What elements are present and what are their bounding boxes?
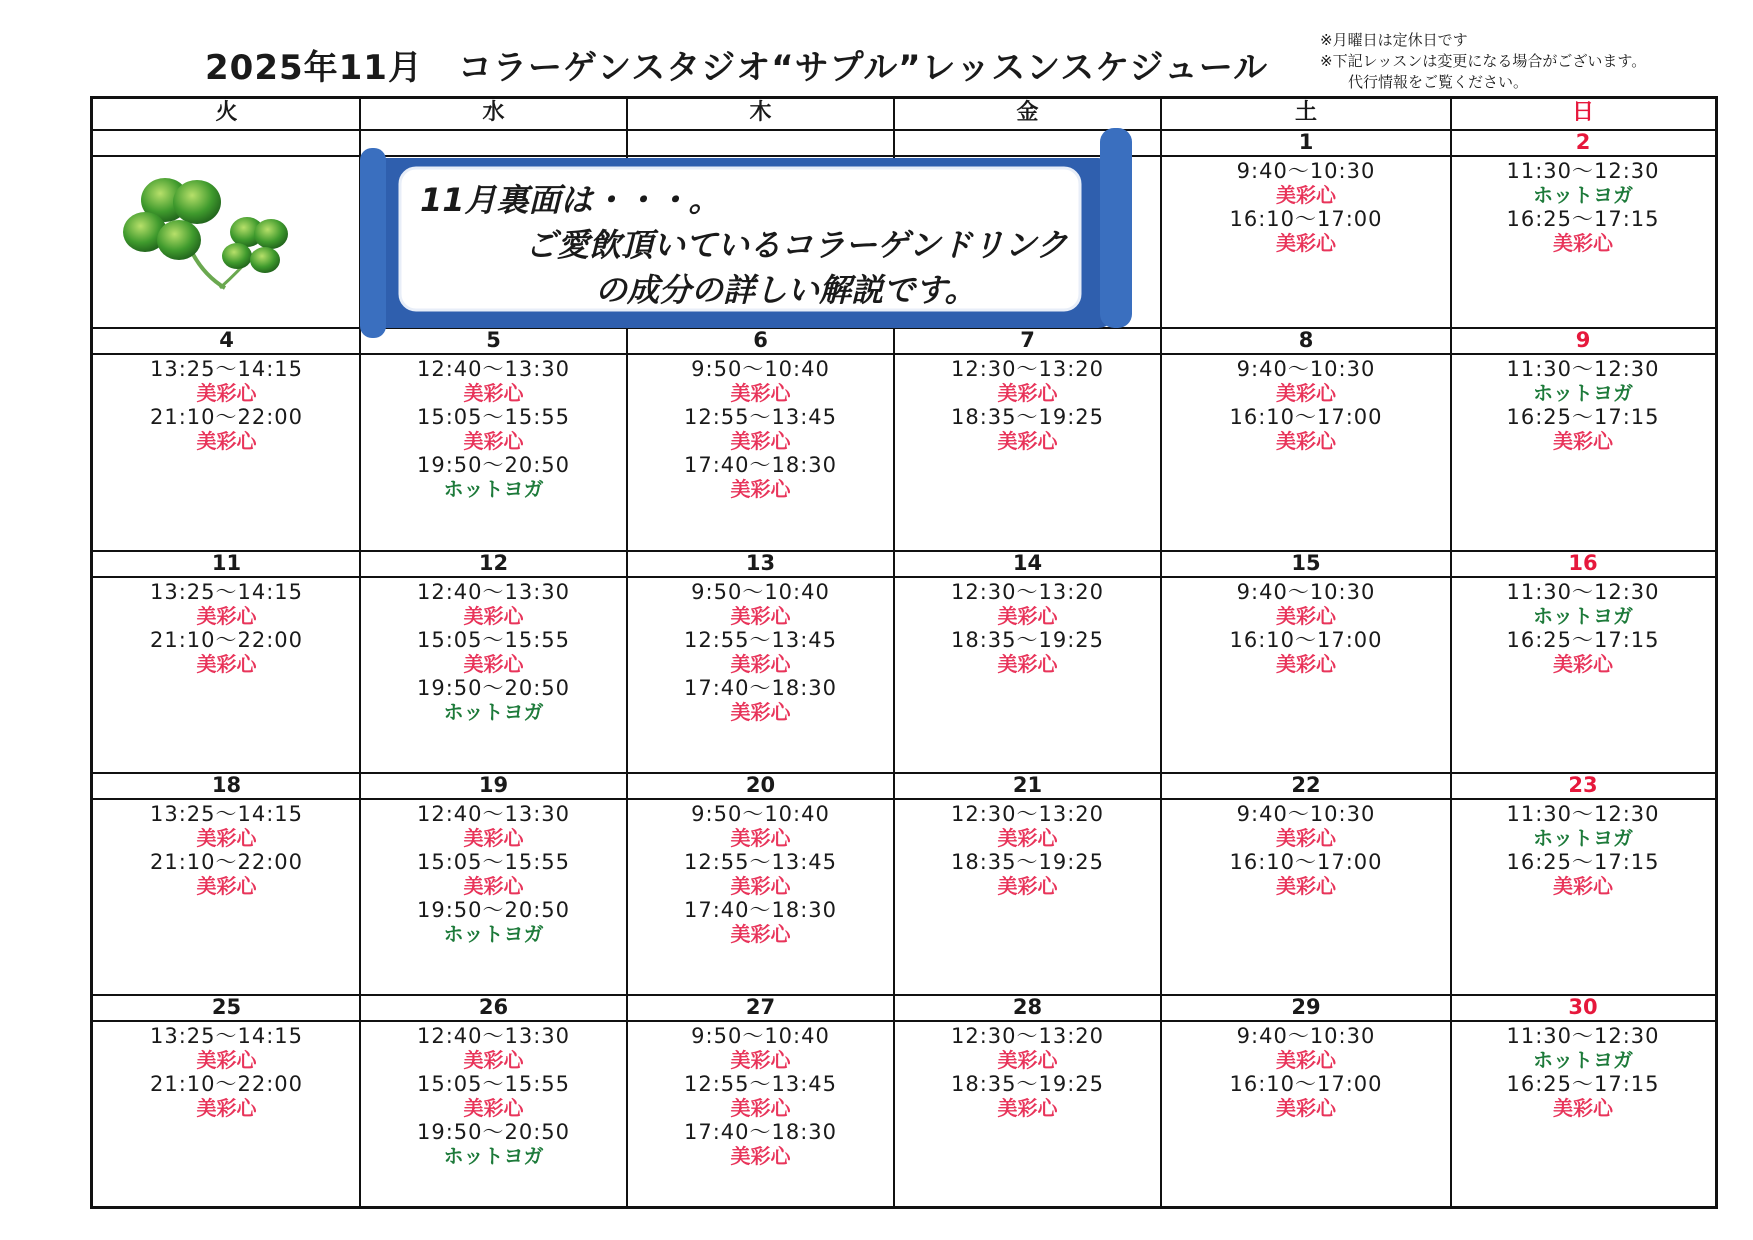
date-number: 21 — [1012, 773, 1043, 797]
lesson-time: 21:10〜22:00 — [149, 405, 304, 429]
lesson-name: ホットヨガ — [443, 700, 544, 724]
lesson-name: ホットヨガ — [443, 922, 544, 946]
lesson-time: 12:30〜13:20 — [950, 580, 1105, 604]
lesson-time: 9:50〜10:40 — [691, 357, 830, 381]
lesson-time: 9:40〜10:30 — [1236, 357, 1376, 381]
lesson-name: 美彩心 — [463, 1048, 524, 1072]
lesson-name: 美彩心 — [730, 700, 791, 724]
lesson-name: ホットヨガ — [443, 1144, 544, 1168]
lesson-time: 13:25〜14:15 — [149, 357, 304, 381]
lesson-time: 12:40〜13:30 — [416, 357, 571, 381]
lesson-name: 美彩心 — [196, 1048, 257, 1072]
lesson-time: 18:35〜19:25 — [950, 850, 1105, 874]
date-number: 23 — [1568, 773, 1598, 797]
lesson-name: 美彩心 — [997, 1048, 1058, 1072]
date-number: 27 — [745, 995, 776, 1019]
day-cell — [1161, 159, 1451, 255]
lesson-time: 17:40〜18:30 — [683, 898, 838, 922]
lesson-name: 美彩心 — [997, 1096, 1058, 1120]
date-number: 6 — [753, 328, 768, 352]
lesson-time: 12:40〜13:30 — [416, 580, 571, 604]
date-number: 2 — [1575, 130, 1591, 154]
lesson-name: 美彩心 — [730, 381, 791, 405]
lesson-time: 11:30〜12:30 — [1506, 802, 1660, 826]
lesson-time: 17:40〜18:30 — [683, 453, 838, 477]
lesson-time: 15:05〜15:55 — [416, 405, 571, 429]
date-number: 12 — [478, 551, 509, 575]
lesson-time: 13:25〜14:15 — [149, 1024, 304, 1048]
lesson-time: 11:30〜12:30 — [1506, 1024, 1660, 1048]
weekday-header: 金 — [1016, 100, 1039, 125]
date-number: 5 — [486, 328, 501, 352]
lesson-name: 美彩心 — [1276, 183, 1336, 207]
lesson-time: 16:10〜17:00 — [1229, 405, 1383, 429]
lesson-name: 美彩心 — [997, 604, 1058, 628]
note-closed-monday: ※月曜日は定休日です — [1320, 31, 1468, 49]
lesson-name: ホットヨガ — [1533, 604, 1633, 628]
day-cell — [360, 1024, 627, 1168]
lesson-name: 美彩心 — [463, 652, 524, 676]
date-number: 28 — [1012, 995, 1043, 1019]
weekday-header: 日 — [1571, 100, 1594, 125]
note-schedule-change: ※下記レッスンは変更になる場合がございます。 — [1320, 52, 1647, 70]
notes — [1320, 30, 1646, 93]
lesson-name: 美彩心 — [463, 604, 524, 628]
lesson-time: 16:10〜17:00 — [1229, 628, 1383, 652]
date-number: 16 — [1568, 551, 1598, 575]
lesson-name: 美彩心 — [463, 874, 524, 898]
date-number: 11 — [211, 551, 242, 575]
lesson-time: 11:30〜12:30 — [1506, 159, 1660, 183]
date-number: 9 — [1575, 328, 1591, 352]
lesson-name: 美彩心 — [196, 604, 257, 628]
date-number: 18 — [211, 773, 242, 797]
lesson-name: 美彩心 — [463, 1096, 524, 1120]
weekday-header: 火 — [215, 100, 238, 125]
lesson-time: 16:10〜17:00 — [1229, 850, 1383, 874]
day-cell — [1451, 357, 1715, 453]
lesson-name: 美彩心 — [1553, 652, 1613, 676]
weekday-header: 木 — [749, 100, 772, 125]
day-cell — [93, 357, 360, 453]
page-title: 2025年11月 コラーゲンスタジオ“サプル”レッスンスケジュール — [205, 48, 1269, 88]
day-cell — [93, 1024, 360, 1120]
lesson-time: 12:30〜13:20 — [950, 802, 1105, 826]
lesson-time: 15:05〜15:55 — [416, 1072, 571, 1096]
day-cell — [1161, 802, 1451, 898]
date-number: 29 — [1291, 995, 1321, 1019]
lesson-name: 美彩心 — [730, 922, 791, 946]
lesson-name: ホットヨガ — [1533, 381, 1633, 405]
date-number: 8 — [1298, 328, 1314, 352]
lesson-time: 12:55〜13:45 — [683, 1072, 838, 1096]
day-cell — [360, 580, 627, 724]
lesson-name: 美彩心 — [730, 874, 791, 898]
date-strip-line — [93, 353, 1715, 355]
date-number: 15 — [1291, 551, 1321, 575]
lesson-time: 16:25〜17:15 — [1506, 628, 1660, 652]
clover-icon — [115, 170, 315, 305]
day-cell — [627, 802, 894, 946]
lesson-name: 美彩心 — [730, 429, 791, 453]
lesson-time: 9:40〜10:30 — [1236, 802, 1376, 826]
day-cell — [1451, 1024, 1715, 1120]
lesson-time: 13:25〜14:15 — [149, 580, 304, 604]
lesson-time: 9:50〜10:40 — [691, 1024, 830, 1048]
banner-line-1: 11月裏面は・・・。 — [420, 181, 721, 219]
lesson-time: 15:05〜15:55 — [416, 628, 571, 652]
day-cell — [1451, 802, 1715, 898]
day-cell — [1161, 357, 1451, 453]
lesson-time: 16:25〜17:15 — [1506, 1072, 1660, 1096]
lesson-name: 美彩心 — [730, 477, 791, 501]
date-number: 14 — [1012, 551, 1043, 575]
lesson-time: 12:40〜13:30 — [416, 802, 571, 826]
lesson-time: 18:35〜19:25 — [950, 405, 1105, 429]
lesson-time: 11:30〜12:30 — [1506, 580, 1660, 604]
lesson-time: 16:10〜17:00 — [1229, 207, 1383, 231]
lesson-name: 美彩心 — [730, 1096, 791, 1120]
lesson-name: 美彩心 — [463, 381, 524, 405]
lesson-name: 美彩心 — [1276, 1096, 1336, 1120]
lesson-time: 21:10〜22:00 — [149, 1072, 304, 1096]
lesson-time: 9:50〜10:40 — [691, 802, 830, 826]
weekday-header: 土 — [1294, 100, 1317, 125]
day-cell — [1161, 580, 1451, 676]
lesson-name: 美彩心 — [196, 1096, 257, 1120]
lesson-time: 19:50〜20:50 — [416, 453, 571, 477]
date-number: 26 — [478, 995, 509, 1019]
lesson-name: 美彩心 — [1276, 652, 1336, 676]
day-cell — [93, 580, 360, 676]
date-number: 4 — [219, 328, 234, 352]
lesson-time: 21:10〜22:00 — [149, 850, 304, 874]
lesson-name: 美彩心 — [1553, 1096, 1613, 1120]
lesson-name: 美彩心 — [1276, 231, 1336, 255]
lesson-time: 21:10〜22:00 — [149, 628, 304, 652]
lesson-name: 美彩心 — [1276, 381, 1336, 405]
lesson-time: 9:40〜10:30 — [1236, 159, 1376, 183]
day-cell — [627, 1024, 894, 1168]
lesson-time: 12:55〜13:45 — [683, 405, 838, 429]
date-number: 1 — [1298, 130, 1314, 154]
lesson-time: 18:35〜19:25 — [950, 628, 1105, 652]
lesson-time: 19:50〜20:50 — [416, 1120, 571, 1144]
date-strip-line — [93, 576, 1715, 578]
lesson-name: 美彩心 — [730, 652, 791, 676]
date-strip-line — [93, 798, 1715, 800]
lesson-time: 16:25〜17:15 — [1506, 405, 1660, 429]
lesson-name: 美彩心 — [1276, 826, 1336, 850]
lesson-time: 9:50〜10:40 — [691, 580, 830, 604]
day-cell — [93, 802, 360, 898]
lesson-name: 美彩心 — [730, 604, 791, 628]
lesson-time: 12:30〜13:20 — [950, 1024, 1105, 1048]
lesson-name: ホットヨガ — [1533, 183, 1633, 207]
lesson-time: 19:50〜20:50 — [416, 676, 571, 700]
date-number: 7 — [1020, 328, 1035, 352]
lesson-time: 12:55〜13:45 — [683, 628, 838, 652]
lesson-time: 12:55〜13:45 — [683, 850, 838, 874]
date-number: 22 — [1291, 773, 1321, 797]
date-number: 13 — [745, 551, 776, 575]
lesson-name: 美彩心 — [196, 874, 257, 898]
lesson-time: 17:40〜18:30 — [683, 1120, 838, 1144]
lesson-time: 11:30〜12:30 — [1506, 357, 1660, 381]
lesson-name: 美彩心 — [463, 826, 524, 850]
lesson-name: ホットヨガ — [1533, 826, 1633, 850]
day-cell — [894, 357, 1161, 453]
day-cell — [360, 357, 627, 501]
lesson-time: 13:25〜14:15 — [149, 802, 304, 826]
lesson-time: 16:25〜17:15 — [1506, 850, 1660, 874]
lesson-time: 9:40〜10:30 — [1236, 1024, 1376, 1048]
lesson-time: 17:40〜18:30 — [683, 676, 838, 700]
lesson-name: 美彩心 — [196, 652, 257, 676]
lesson-name: 美彩心 — [997, 826, 1058, 850]
day-cell — [894, 802, 1161, 898]
day-cell — [1161, 1024, 1451, 1120]
lesson-name: 美彩心 — [196, 429, 257, 453]
lesson-name: 美彩心 — [1276, 874, 1336, 898]
day-cell — [1451, 580, 1715, 676]
lesson-time: 9:40〜10:30 — [1236, 580, 1376, 604]
lesson-name: 美彩心 — [1553, 231, 1613, 255]
lesson-name: ホットヨガ — [1533, 1048, 1633, 1072]
day-cell — [894, 580, 1161, 676]
lesson-name: 美彩心 — [1553, 429, 1613, 453]
lesson-time: 12:30〜13:20 — [950, 357, 1105, 381]
lesson-name: 美彩心 — [196, 381, 257, 405]
day-cell — [627, 580, 894, 724]
banner-line-2: ご愛飲頂いているコラーゲンドリンク — [525, 226, 1068, 264]
lesson-name: 美彩心 — [730, 1048, 791, 1072]
day-cell — [894, 1024, 1161, 1120]
lesson-time: 18:35〜19:25 — [950, 1072, 1105, 1096]
lesson-time: 15:05〜15:55 — [416, 850, 571, 874]
lesson-name: 美彩心 — [997, 652, 1058, 676]
date-number: 30 — [1568, 995, 1598, 1019]
lesson-name: 美彩心 — [730, 826, 791, 850]
lesson-name: 美彩心 — [463, 429, 524, 453]
lesson-name: 美彩心 — [1553, 874, 1613, 898]
lesson-name: 美彩心 — [997, 874, 1058, 898]
lesson-time: 12:40〜13:30 — [416, 1024, 571, 1048]
day-cell — [627, 357, 894, 501]
lesson-time: 19:50〜20:50 — [416, 898, 571, 922]
lesson-name: ホットヨガ — [443, 477, 544, 501]
lesson-name: 美彩心 — [1276, 604, 1336, 628]
weekday-header: 水 — [482, 100, 505, 125]
lesson-time: 16:10〜17:00 — [1229, 1072, 1383, 1096]
day-cell — [360, 802, 627, 946]
lesson-name: 美彩心 — [997, 381, 1058, 405]
lesson-name: 美彩心 — [1276, 1048, 1336, 1072]
lesson-time: 16:25〜17:15 — [1506, 207, 1660, 231]
day-cell — [1451, 159, 1715, 255]
note-substitute: 代行情報をご覧ください。 — [1348, 73, 1529, 91]
lesson-name: 美彩心 — [730, 1144, 791, 1168]
date-number: 25 — [211, 995, 242, 1019]
date-number: 20 — [745, 773, 776, 797]
date-strip-line — [93, 1020, 1715, 1022]
lesson-name: 美彩心 — [196, 826, 257, 850]
banner-text — [420, 178, 1070, 313]
lesson-name: 美彩心 — [997, 429, 1058, 453]
lesson-name: 美彩心 — [1276, 429, 1336, 453]
date-number: 19 — [478, 773, 509, 797]
banner-line-3: の成分の詳しい解説です。 — [595, 271, 977, 309]
